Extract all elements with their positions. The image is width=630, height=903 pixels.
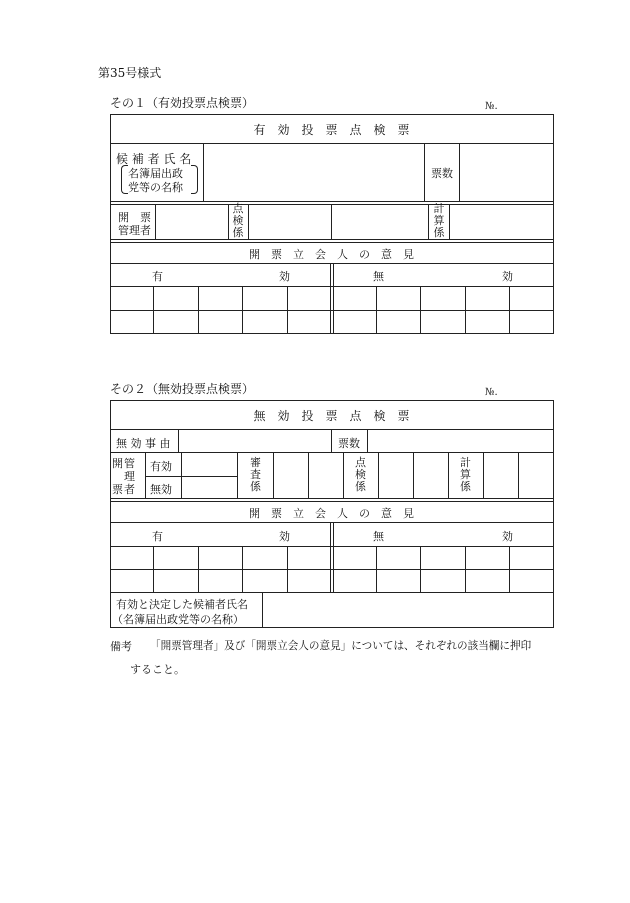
remarks-label: 備考 <box>110 640 132 653</box>
part1-votes-label: 票数 <box>431 167 453 180</box>
bracket-right <box>191 165 198 194</box>
part1-invalid-1: 無 <box>373 270 384 283</box>
candidate-sub1: 名簿届出政 <box>128 167 183 180</box>
part1-valid-1: 有 <box>152 270 163 283</box>
part2-title: 無 効 投 票 点 検 票 <box>253 409 410 423</box>
part2-valid-1: 有 <box>152 530 163 543</box>
invalid-reason-label: 無 効 事 由 <box>116 437 171 450</box>
remarks-line2: すること。 <box>130 663 185 676</box>
part2-invalid-1: 無 <box>373 530 384 543</box>
candidate-name-label: 候 補 者 氏 名 <box>116 152 192 166</box>
shinsa-label: 審 査 係 <box>250 456 261 493</box>
part2-no-label: №. <box>485 387 498 398</box>
part2-valid-label: 有効 <box>150 460 172 473</box>
keisan-label: 計 算 係 <box>433 202 445 239</box>
part1-heading: その１（有効投票点検票） <box>110 96 255 110</box>
decided-candidate-label: 有効と決定した候補者氏名 <box>116 598 248 611</box>
candidate-sub2: 党等の名称 <box>128 181 183 194</box>
kanri-chars: 管 理 者 <box>124 457 135 496</box>
part1-observer-title: 開 票 立 会 人 の 意 見 <box>249 248 414 261</box>
bracket-left <box>121 165 128 194</box>
part1-no-label: №. <box>485 101 498 112</box>
part1-valid-2: 効 <box>279 270 290 283</box>
part2-keisan-label: 計 算 係 <box>460 456 471 493</box>
decided-candidate-sub: （名簿届出政党等の名称） <box>112 613 244 626</box>
part2-tenken-label: 点 検 係 <box>355 456 366 493</box>
tenken-label: 点 検 係 <box>232 202 244 239</box>
part2-valid-2: 効 <box>279 530 290 543</box>
part1-invalid-2: 効 <box>502 270 513 283</box>
part2-heading: その２（無効投票点検票） <box>110 382 255 396</box>
part2-observer-title: 開 票 立 会 人 の 意 見 <box>249 507 414 520</box>
kai-chars: 開 票 <box>112 457 123 496</box>
part2-invalid-label: 無効 <box>150 483 172 496</box>
kaihyo-label-2: 管理者 <box>118 224 151 237</box>
part2-invalid-2: 効 <box>502 530 513 543</box>
part2-votes-label: 票数 <box>338 437 360 450</box>
form-number: 第35号様式 <box>98 66 162 80</box>
part1-title: 有 効 投 票 点 検 票 <box>253 123 410 137</box>
kaihyo-label-1: 開 票 <box>118 211 151 224</box>
remarks-line1: 「開票管理者」及び「開票立会人の意見」については、それぞれの該当欄に押印 <box>150 640 532 652</box>
